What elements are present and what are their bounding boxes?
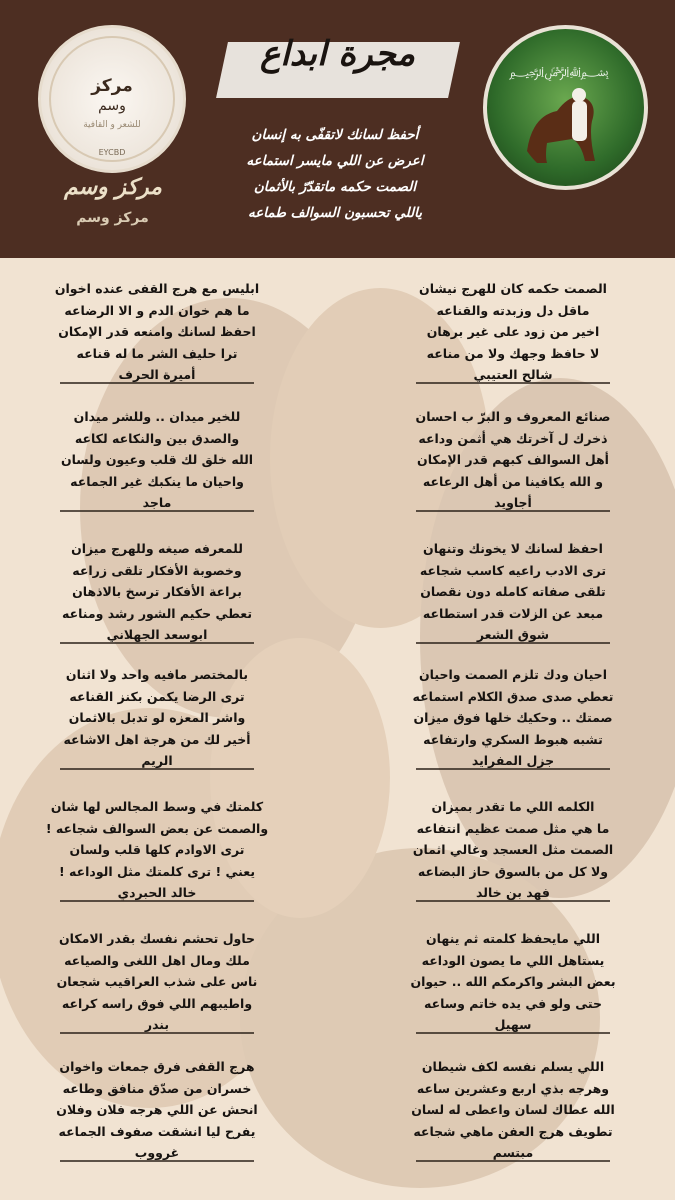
poem-line: أهل السوالف كبهم قدر الإمكان bbox=[417, 452, 609, 467]
author-underline bbox=[60, 768, 254, 770]
poem-line: أخير لك من هرجة اهل الاشاعه bbox=[63, 731, 251, 747]
poem-right-4 bbox=[378, 664, 648, 770]
poem-line: واشر المعزه لو تدبل بالاثمان bbox=[68, 710, 246, 725]
poem-line: ملك ومال اهل اللغى والصياعه bbox=[64, 952, 250, 968]
poem-right-3 bbox=[378, 538, 648, 644]
poem-author: فهد بن خالد bbox=[476, 885, 550, 900]
header-verse-line: اعرض عن اللي مايسر استماعه bbox=[246, 153, 424, 169]
brand-name: مركز وسم bbox=[64, 175, 162, 200]
author-underline bbox=[416, 1032, 610, 1034]
flag-shahada-mark: ﷽ bbox=[509, 65, 609, 80]
poem-line: تلقى صفاته كامله دون نقصان bbox=[420, 584, 606, 599]
header-verse bbox=[195, 122, 475, 226]
poem-line: ترى الادب راعيه كاسب شجاعه bbox=[419, 562, 607, 578]
poem-line: لا حافظ وجهك ولا من مناعه bbox=[426, 345, 600, 361]
poem-author: غرووب bbox=[134, 1145, 180, 1160]
wasm-center-logo bbox=[38, 25, 186, 173]
poem-line: خسران من صدّق منافق وطاعه bbox=[62, 1080, 252, 1096]
poem-line: تعطي حكيم الشور رشد ومناعه bbox=[61, 605, 253, 621]
author-underline bbox=[60, 510, 254, 512]
poem-line: وهرجه بذي اربع وعشرين ساعه bbox=[416, 1080, 610, 1096]
author-underline bbox=[416, 900, 610, 902]
saudi-flag-horse-logo bbox=[483, 25, 648, 190]
poem-left-6 bbox=[22, 928, 292, 1034]
poem-author: شالح العتيبي bbox=[473, 367, 553, 382]
author-underline bbox=[416, 382, 610, 384]
poem-line: بعض البشر واكرمكم الله .. حيوان bbox=[410, 974, 616, 989]
author-underline bbox=[60, 900, 254, 902]
author-underline bbox=[416, 642, 610, 644]
poem-author: ابوسعد الجهلاني bbox=[106, 627, 208, 642]
poem-author: خالد الحبردي bbox=[117, 885, 197, 900]
poem-line: وخصوبة الأفكار تلقى زراعه bbox=[72, 562, 242, 578]
poem-line: والصمت عن بعض السوالف شجاعه ! bbox=[45, 820, 269, 836]
poem-line: الصمت حكمه كان للهرج نيشان bbox=[419, 281, 607, 296]
poem-author: أجاويد bbox=[494, 495, 532, 510]
poem-line: كلمتك في وسط المجالس لها شان bbox=[50, 799, 264, 814]
poem-line: تشبه هبوط السكري وارتفاعه bbox=[423, 731, 603, 747]
header-verse-line: الصمت حكمه ماتقدّرّ بالأثمان bbox=[253, 179, 417, 195]
poem-line: احيان ودك تلزم الصمت واحيان bbox=[419, 667, 607, 682]
poem-line: ولا كل من بالسوق حاز البضاعه bbox=[417, 863, 609, 879]
poem-right-5 bbox=[378, 796, 648, 902]
poem-line: الصمت مثل العسجد وغالي اثمان bbox=[412, 842, 614, 857]
poem-line: ذخرك ل آخرتك هي أثمن وداعه bbox=[418, 430, 608, 446]
author-underline bbox=[60, 1160, 254, 1162]
logo-text-line4: EYCBD bbox=[98, 148, 126, 157]
author-underline bbox=[60, 642, 254, 644]
author-underline bbox=[60, 1032, 254, 1034]
poem-line: الكلمه اللي ما تقدر بميزان bbox=[431, 799, 595, 814]
poem-right-7 bbox=[378, 1056, 648, 1162]
author-underline bbox=[60, 382, 254, 384]
author-underline bbox=[416, 1160, 610, 1162]
poem-line: ناس على شذب العراقيب شجعان bbox=[56, 974, 258, 989]
brand-subtitle: مركز وسم bbox=[76, 210, 149, 226]
poem-line: واحيان ما ينكبك غير الجماعه bbox=[70, 473, 244, 489]
poem-author: مبتسم bbox=[492, 1145, 534, 1160]
poem-left-5 bbox=[22, 796, 292, 902]
poem-line: للخير ميدان .. وللشر ميدان bbox=[73, 409, 241, 424]
poem-line: اللي مايحفظ كلمته ثم ينهان bbox=[426, 931, 600, 946]
horse-rider-icon bbox=[517, 81, 612, 166]
poem-author: بندر bbox=[144, 1017, 170, 1032]
poem-left-3 bbox=[22, 538, 292, 644]
poem-line: ترا حليف الشر ما له قناعه bbox=[76, 345, 238, 361]
poem-line: ما هي مثل صمت عظيم انتفاعه bbox=[416, 820, 610, 836]
poem-line: ترى الرضا يكمن بكنز القناعه bbox=[69, 688, 245, 704]
poem-right-2 bbox=[378, 406, 648, 512]
poem-line: ماقل دل وزبدته والقناعه bbox=[436, 302, 590, 318]
header-verse-line: ياللي تحسبون السوالف طماعه bbox=[248, 205, 422, 221]
poem-left-1 bbox=[22, 278, 292, 384]
logo-text-line3: للشعر و القافية bbox=[83, 120, 141, 130]
poem-line: مبعد عن الزلات قدر استطاعه bbox=[422, 605, 604, 621]
poem-left-4 bbox=[22, 664, 292, 770]
poem-line: للمعرفه صيغه وللهرج ميزان bbox=[71, 541, 243, 556]
poem-author: شوق الشعر bbox=[476, 627, 550, 642]
poem-line: صنائع المعروف و البرّ ب احسان bbox=[415, 409, 611, 424]
poem-line: تعطي صدى صدق الكلام استماعه bbox=[412, 688, 614, 704]
poem-line: بالمختصر مافيه واحد ولا اثنان bbox=[65, 667, 249, 682]
poem-author: جزل المفرايد bbox=[471, 753, 555, 768]
poem-line: تطويف هرج العفن ماهي شجاعه bbox=[413, 1123, 613, 1139]
poem-right-6 bbox=[378, 928, 648, 1034]
poem-line: ما هم خوان الدم و الا الرضاعه bbox=[64, 302, 250, 318]
poem-line: يفرح ليا انشقت صفوف الجماعه bbox=[58, 1123, 256, 1139]
poem-author: أميرة الحرف bbox=[118, 367, 196, 382]
poem-line: يستاهل اللي ما يصون الوداعه bbox=[421, 952, 605, 968]
poem-author: الريم bbox=[141, 753, 173, 768]
logo-text-line2: وسم bbox=[98, 98, 126, 114]
poem-line: و الله يكافينا من أهل الرعاعه bbox=[422, 473, 604, 489]
poem-line: واطيبهم اللي فوق راسه كراعه bbox=[61, 995, 253, 1011]
header-verse-line: أحفظ لسانك لاتقفّى به إنسان bbox=[251, 127, 419, 143]
page-title: مجرة ابداع bbox=[259, 34, 416, 74]
poem-line: والصدق بين والنكاعه لكاعه bbox=[74, 430, 240, 446]
poem-left-2 bbox=[22, 406, 292, 512]
poem-line: اللي يسلم نفسه لكف شيطان bbox=[421, 1059, 605, 1074]
poem-line: يعني ! ترى كلمتك مثل الوداعه ! bbox=[58, 863, 256, 879]
poem-line: حاول تحشم نفسك بقدر الامكان bbox=[58, 931, 256, 946]
poem-line: انحش عن اللي هرجه فلان وفلان bbox=[56, 1102, 258, 1117]
header-banner bbox=[0, 0, 675, 258]
author-underline bbox=[416, 768, 610, 770]
logo-text-line1: مركز bbox=[91, 76, 133, 96]
poem-line: صمتك .. وحكيك خلها فوق ميزان bbox=[413, 710, 613, 725]
poem-author: سهيل bbox=[494, 1017, 532, 1032]
poem-line: احفظ لسانك وامنعه قدر الإمكان bbox=[58, 324, 256, 339]
poem-line: ترى الاوادم كلها قلب ولسان bbox=[69, 842, 245, 857]
poem-line: اخير من زود على غير برهان bbox=[426, 324, 600, 339]
poem-author: ماجد bbox=[142, 495, 172, 510]
poem-right-1 bbox=[378, 278, 648, 384]
poem-line: هرج القفى فرق جمعات واخوان bbox=[59, 1059, 255, 1074]
poem-line: الله عطاك لسان واعطى له لسان bbox=[411, 1102, 615, 1117]
poem-line: حتى ولو في يده خاتم وساعه bbox=[423, 995, 602, 1011]
poem-left-7 bbox=[22, 1056, 292, 1162]
poem-line: احفظ لسانك لا يخونك وتنهان bbox=[423, 541, 603, 556]
author-underline bbox=[416, 510, 610, 512]
poem-line: الله خلق لك قلب وعيون ولسان bbox=[60, 452, 254, 467]
poem-line: براعة الأفكار ترسخ بالاذهان bbox=[72, 584, 242, 599]
poem-line: ابليس مع هرج القفى عنده اخوان bbox=[54, 281, 260, 296]
